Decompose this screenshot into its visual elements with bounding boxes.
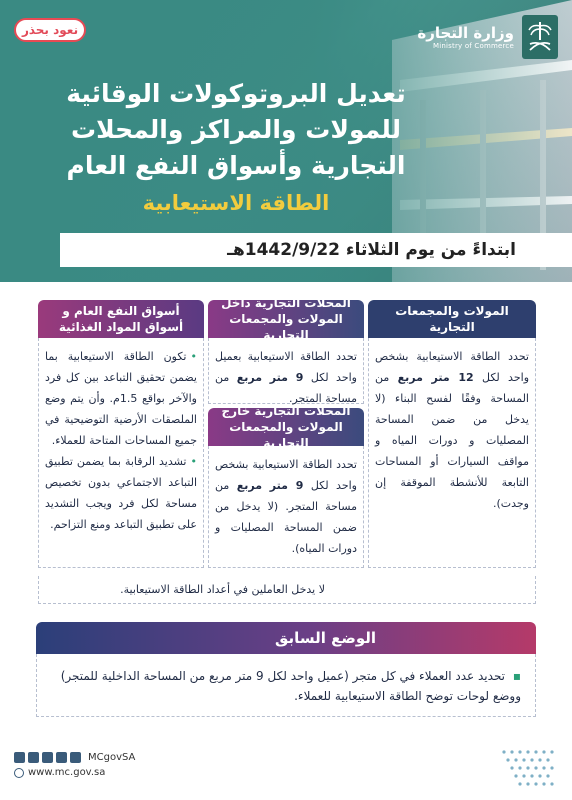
markets-bullet-2: تشديد الرقابة بما يضمن تطبيق التباعد الاجتماعي بدون تخصيص مساحة لكل فرد ويجب التشديد على تطبيق التباعد ومنع التزاحم.	[45, 455, 197, 531]
footer	[14, 752, 214, 778]
outside-text-before: تحدد الطاقة الاستيعابية بشخص واحد لكل	[215, 458, 357, 492]
malls-text-before: تحدد الطاقة الاستيعابية بشخص واحد لكل	[375, 350, 530, 384]
bullet-icon: •	[190, 350, 197, 363]
inside-heading: المحلات التجارية داخل المولات والمجمعات التجارية	[208, 300, 364, 338]
globe-icon	[14, 768, 24, 778]
ministry-name-ar: وزارة التجارة	[417, 24, 514, 42]
website-link[interactable]: www.mc.gov.sa	[28, 767, 106, 778]
previous-status-text: تحديد عدد العملاء في كل متجر (عميل واحد لكل 9 متر مربع من المساحة الداخلية للمتجر) ووضع لوحات توضح الطاقة الاستيعابية للعملاء.	[60, 669, 521, 703]
campaign-badge-text: نعود بحذر	[21, 23, 79, 37]
inside-text-after: من مساحة المتجر.	[215, 371, 357, 405]
campaign-badge	[14, 18, 86, 42]
dot-pattern-decoration	[498, 746, 558, 790]
column-markets	[38, 300, 204, 568]
twitter-icon[interactable]	[14, 752, 25, 763]
subtitle: الطاقة الاستيعابية	[142, 191, 330, 215]
workers-note: لا يدخل العاملين في أعداد الطاقة الاستيعابية.	[38, 576, 536, 604]
previous-status-body	[36, 654, 536, 717]
malls-text-after: من المساحة وفقًا لفسح البناء (لا يدخل من ضمن المساحة المصليات و دورات المياه و مواقف السيارات أو المساحات التابعة للأنشطة الموقفة إن وجدت).	[375, 371, 529, 510]
instagram-icon[interactable]	[28, 752, 39, 763]
social-handle[interactable]: MCgovSA	[88, 752, 136, 763]
list-item	[45, 346, 197, 451]
bullet-icon: •	[190, 455, 197, 468]
column-malls	[368, 300, 536, 568]
markets-body	[38, 338, 204, 568]
date-bar	[60, 233, 572, 267]
outside-text-after: من مساحة المتجر. (لا يدخل من ضمن المساحة المصليات و دورات المياه).	[215, 479, 357, 555]
youtube-icon[interactable]	[56, 752, 67, 763]
website-row[interactable]	[14, 767, 214, 778]
snapchat-icon[interactable]	[70, 752, 81, 763]
outside-heading: المحلات التجارية خارج المولات والمجمعات التجارية	[208, 408, 364, 446]
title-line-3: التجارية وأسواق النفع العام	[66, 151, 406, 180]
ministry-logo	[417, 12, 558, 62]
facebook-icon[interactable]	[42, 752, 53, 763]
ministry-name-en: Ministry of Commerce	[433, 42, 514, 50]
rules-columns	[38, 296, 536, 568]
markets-bullet-1: تكون الطاقة الاستيعابية بما يضمن تحقيق التباعد بين كل فرد والآخر بواقع 1.5م. وأن يتم وضع الملصقات الأرضية التوضيحية في جميع المساحات المتاحة للعملاء.	[45, 350, 197, 447]
outside-area-bold: 9 متر مربع	[236, 479, 304, 492]
markets-heading: أسواق النفع العام و أسواق المواد الغذائية	[38, 300, 204, 338]
start-date-text: ابتداءً من يوم الثلاثاء 1442/9/22هـ	[227, 240, 516, 260]
bullet-icon: ▪	[512, 669, 521, 683]
malls-body	[368, 338, 536, 568]
title-line-2: للمولات والمراكز والمحلات	[70, 115, 402, 144]
title-line-1: تعديل البروتوكولات الوقائية	[66, 79, 406, 108]
malls-heading: المولات والمجمعات التجارية	[368, 300, 536, 338]
inside-area-bold: 9 متر مربع	[236, 371, 304, 384]
previous-status-section	[36, 622, 536, 717]
column-stores	[208, 296, 364, 568]
social-icons	[14, 752, 214, 763]
inside-text-before: تحدد الطاقة الاستيعابية بعميل واحد لكل	[215, 350, 357, 384]
malls-area-bold: 12 متر مربع	[397, 371, 474, 384]
outside-body	[208, 446, 364, 568]
inside-body	[208, 338, 364, 404]
list-item	[45, 451, 197, 535]
previous-status-heading: الوضع السابق	[36, 622, 536, 654]
palm-swords-emblem-icon	[522, 15, 558, 59]
headline	[10, 76, 462, 218]
hero-banner	[0, 0, 572, 282]
